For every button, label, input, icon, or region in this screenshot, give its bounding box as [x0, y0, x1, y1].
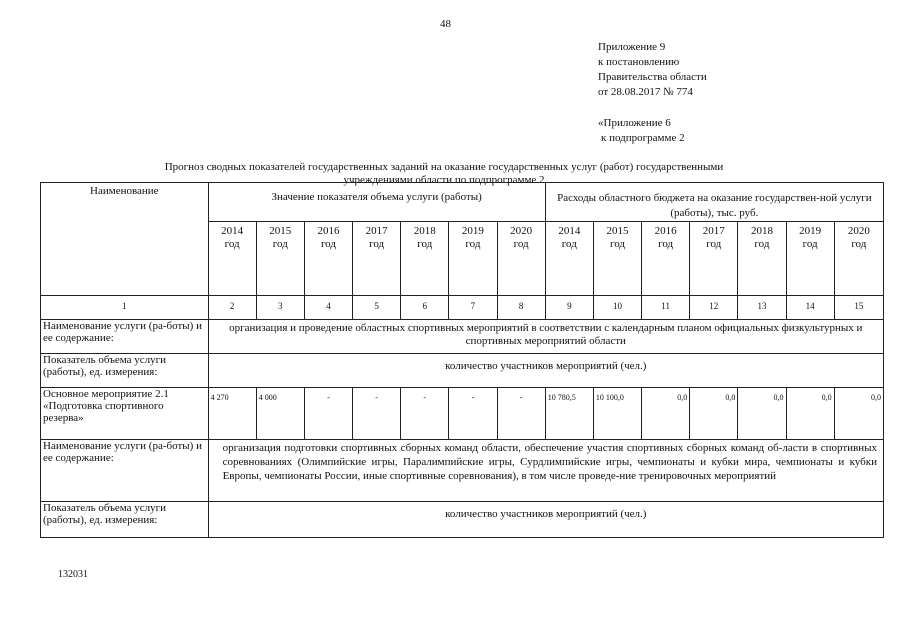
year-header: 2017 год [353, 222, 401, 296]
year-header: 2017 год [690, 222, 738, 296]
sub-appendix-line: «Приложение 6 [598, 117, 671, 129]
column-number: 8 [497, 296, 545, 320]
indicator-description: количество участников мероприятий (чел.) [208, 354, 883, 388]
expense-value: 0,0 [690, 388, 738, 440]
appendix-line: Правительства области [598, 71, 707, 83]
column-number: 2 [208, 296, 256, 320]
service-name-row [41, 440, 884, 502]
header-expense-group: Расходы областного бюджета на оказание государствен-ной услуги (работы), тыс. руб. [545, 183, 883, 222]
year-header: 2015 год [256, 222, 304, 296]
indicator-description: количество участников мероприятий (чел.) [208, 502, 883, 538]
year-header: 2016 год [642, 222, 690, 296]
column-number: 15 [834, 296, 883, 320]
column-number: 12 [690, 296, 738, 320]
column-number: 13 [738, 296, 786, 320]
column-number: 14 [786, 296, 834, 320]
expense-value: 0,0 [738, 388, 786, 440]
header-row-groups [41, 183, 884, 222]
column-number: 11 [642, 296, 690, 320]
volume-value: - [497, 388, 545, 440]
sub-appendix-block [598, 116, 685, 146]
volume-value: 4 270 [208, 388, 256, 440]
year-header: 2016 год [304, 222, 352, 296]
volume-value: - [401, 388, 449, 440]
year-header: 2020 год [497, 222, 545, 296]
row-label: Наименование услуги (ра-боты) и ее содержание: [41, 440, 209, 502]
year-header: 2019 год [449, 222, 497, 296]
appendix-line: от 28.08.2017 № 774 [598, 86, 693, 98]
footer-code: 132031 [58, 569, 88, 580]
year-header: 2018 год [401, 222, 449, 296]
column-number: 10 [593, 296, 641, 320]
column-number: 5 [353, 296, 401, 320]
column-number: 3 [256, 296, 304, 320]
service-name-row [41, 320, 884, 354]
row-label: Показатель объема услуги (работы), ед. измерения: [41, 502, 209, 538]
appendix-line: Приложение 9 [598, 41, 666, 53]
forecast-table [40, 182, 884, 538]
expense-value: 0,0 [786, 388, 834, 440]
service-description: организация и проведение областных спортивных мероприятий в соответствии с календарным планом официальных физкультурных и спортивных мероприятий области [208, 320, 883, 354]
volume-value: - [353, 388, 401, 440]
appendix-line: к постановлению [598, 56, 680, 68]
year-header: 2015 год [593, 222, 641, 296]
expense-value: 0,0 [834, 388, 883, 440]
year-header: 2014 год [545, 222, 593, 296]
year-header: 2018 год [738, 222, 786, 296]
service-description: организация подготовки спортивных сборных команд области, обеспечение участия спортивных сборных команд об-ласти в спортивных соревнованиях (Олимпийские игры, Паралимпийские игры, Сурдлимпийские игры, чемпионаты и кубки мира, чемпионаты и кубки Европы, чемпионаты России, иные спортивные соревнования), в том числе проведе-ние тренировочных мероприятий [208, 440, 883, 502]
sub-appendix-line: к подпрограмме 2 [601, 132, 685, 144]
expense-value: 10 780,5 [545, 388, 593, 440]
row-label: Наименование услуги (ра-боты) и ее содержание: [41, 320, 209, 354]
header-name: Наименование [41, 183, 209, 296]
indicator-row [41, 354, 884, 388]
row-label: Основное мероприятие 2.1 «Подготовка спортивного резерва» [41, 388, 209, 440]
volume-value: 4 000 [256, 388, 304, 440]
column-number: 9 [545, 296, 593, 320]
column-number: 6 [401, 296, 449, 320]
expense-value: 0,0 [642, 388, 690, 440]
column-number: 7 [449, 296, 497, 320]
year-header: 2019 год [786, 222, 834, 296]
expense-value: 10 100,0 [593, 388, 641, 440]
volume-value: - [449, 388, 497, 440]
page-number: 48 [440, 18, 451, 30]
header-volume-group: Значение показателя объема услуги (работы) [208, 183, 545, 222]
year-header: 2014 год [208, 222, 256, 296]
column-number: 4 [304, 296, 352, 320]
column-number-row [41, 296, 884, 320]
column-number: 1 [41, 296, 209, 320]
indicator-row [41, 502, 884, 538]
main-event-row [41, 388, 884, 440]
document-title: Прогноз сводных показателей государственных заданий на оказание государственных услуг (работ) государственными учреждениями области по подпрограмме 2 [164, 161, 724, 186]
year-header: 2020 год [834, 222, 883, 296]
row-label: Показатель объема услуги (работы), ед. измерения: [41, 354, 209, 388]
appendix-block [598, 40, 707, 100]
volume-value: - [304, 388, 352, 440]
